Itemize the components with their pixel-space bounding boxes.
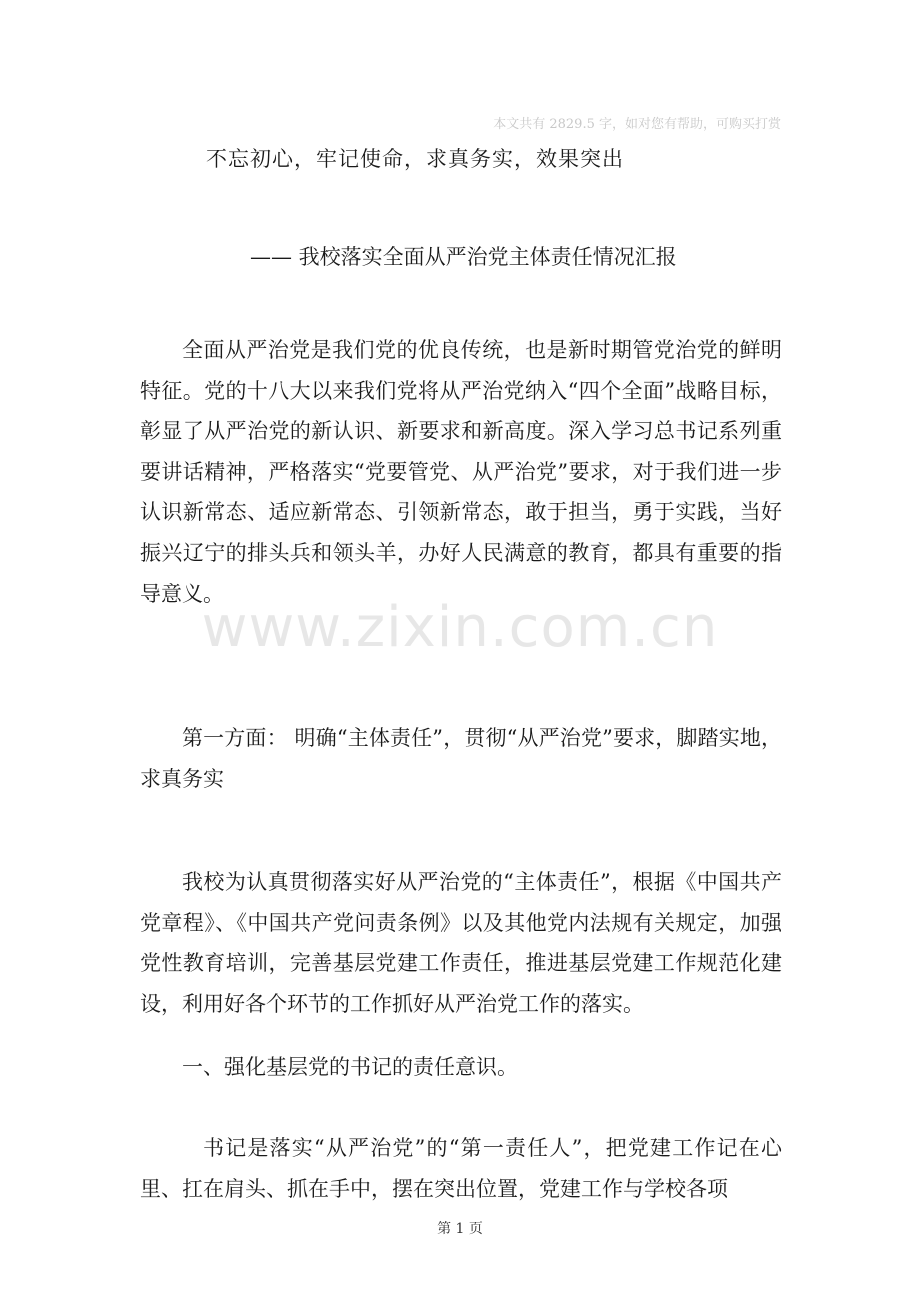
section1-heading: 第一方面： 明确“主体责任”，贯彻“从严治党”要求，脚踏实地，求真务实 <box>140 726 782 791</box>
section1-body: 我校为认真贯彻落实好从严治党的“主体责任”，根据《中国共产党章程》、《中国共产党问责条例》以及其他党内法规有关规定，加强党性教育培训，完善基层党建工作责任，推进基层党建工作规范化建设，利用好各个环节的工作抓好从严治党工作的落实。 <box>140 870 782 1016</box>
intro-paragraph: 全面从严治党是我们党的优良传统，也是新时期管党治党的鲜明特征。党的十八大以来我们党将从严治党纳入“四个全面”战略目标，彰显了从严治党的新认识、新要求和新高度。深入学习总书记系列重要讲话精神，严格落实“党要管党、从严治党”要求，对于我们进一步认识新常态、适应新常态、引领新常态，敢于担当，勇于实践，当好振兴辽宁的排头兵和领头羊，办好人民满意的教育，都具有重要的指导意义。 <box>140 338 782 606</box>
document-title: 不忘初心，牢记使命，求真务实，效果突出 <box>206 147 624 171</box>
word-count-note: 本文共有 2829.5 字，如对您有帮助，可购买打赏 <box>493 117 781 132</box>
item1-body: 书记是落实“从严治党”的“第一责任人”，把党建工作记在心里、扛在肩头、抓在手中，摆在突出位置，党建工作与学校各项 <box>140 1136 782 1201</box>
item1-heading: 一、强化基层党的书记的责任意识。 <box>182 1055 518 1079</box>
page-number: 第 1 页 <box>437 1221 483 1237</box>
document-subtitle: —— 我校落实全面从严治党主体责任情况汇报 <box>250 245 677 269</box>
site-watermark: www.zixin.com.cn <box>201 595 719 660</box>
